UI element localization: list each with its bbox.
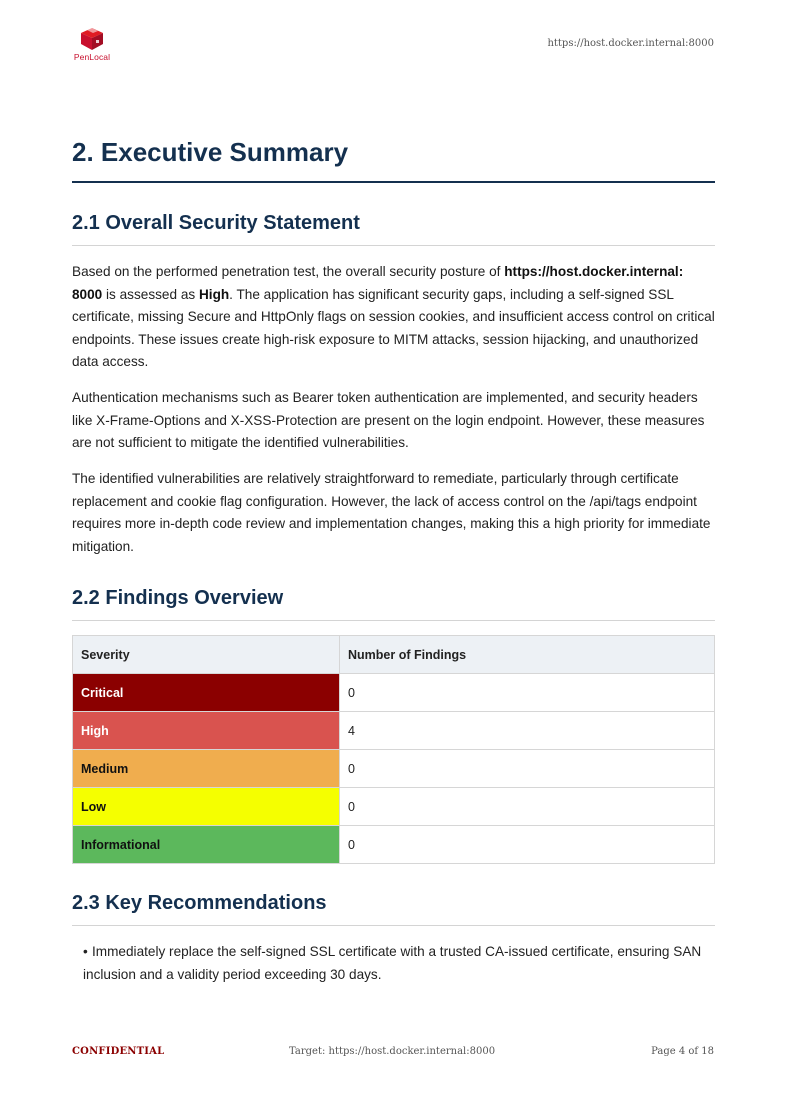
footer-target: Target: https://host.docker.internal:8000 [289,1046,496,1057]
header-url: https://host.docker.internal:8000 [547,38,714,49]
severity-cell: Low [73,788,340,826]
bullet-icon: • [83,944,88,959]
table-header-row [73,636,715,674]
logo-text: PenLocal [73,52,111,62]
findings-count-cell: 4 [340,712,715,750]
risk-level: High [198,286,230,302]
severity-cell: Critical [73,674,340,712]
section-divider [72,245,715,246]
recommendation-text: Immediately replace the self-signed SSL certificate with a trusted CA-issued certificate, ensuring SAN inclusion and a validity period exceeding 30 days. [83,944,702,982]
severity-cell: Informational [73,826,340,864]
target-url: https://host.docker.internal: 8000 [72,264,684,302]
cube-icon [79,26,105,51]
footer-page-number: Page 4 of 18 [651,1046,714,1057]
section-heading-key-recommendations: 2.3 Key Recommendations [72,892,327,914]
paragraph-security-posture: Based on the performed penetration test, the overall security posture of https://host.docker.internal: 8000 is assessed as High. The application has significant security gaps, including a self-signed SSL certificate, missing Secure and HttpOnly flags on session cookies, and insufficient access control on critical endpoints. These issues create high-risk exposure to MITM attacks, session hijacking, and unauthorized data access. [72,264,715,370]
section-heading-findings-overview: 2.2 Findings Overview [72,587,284,609]
paragraph-authentication: Authentication mechanisms such as Bearer token authentication are implemented, and security headers like X-Frame-Options and X-XSS-Protection are present on the login endpoint. However, these measures are not sufficient to mitigate the identified vulnerabilities. [72,390,705,451]
company-logo [72,26,112,62]
table-row [73,788,715,826]
column-header-severity: Severity [73,636,340,674]
severity-cell: Medium [73,750,340,788]
findings-count-cell: 0 [340,788,715,826]
severity-cell: High [73,712,340,750]
footer-confidential: CONFIDENTIAL [72,1046,165,1057]
table-row [73,712,715,750]
table-row [73,826,715,864]
findings-table [72,635,715,864]
page-title: 2. Executive Summary [72,137,349,167]
table-row [73,750,715,788]
title-divider [72,181,715,183]
list-item [83,941,703,986]
section-heading-overall-security: 2.1 Overall Security Statement [72,212,360,234]
table-row [73,674,715,712]
findings-count-cell: 0 [340,826,715,864]
column-header-count: Number of Findings [340,636,715,674]
findings-count-cell: 0 [340,674,715,712]
findings-count-cell: 0 [340,750,715,788]
section-divider [72,620,715,621]
section-divider [72,925,715,926]
paragraph-remediation: The identified vulnerabilities are relatively straightforward to remediate, particularly through certificate replacement and cookie flag configuration. However, the lack of access control on the /api/tags endpoint requires more in-depth code review and implementation changes, making this a high priority for immediate mitigation. [72,471,711,554]
